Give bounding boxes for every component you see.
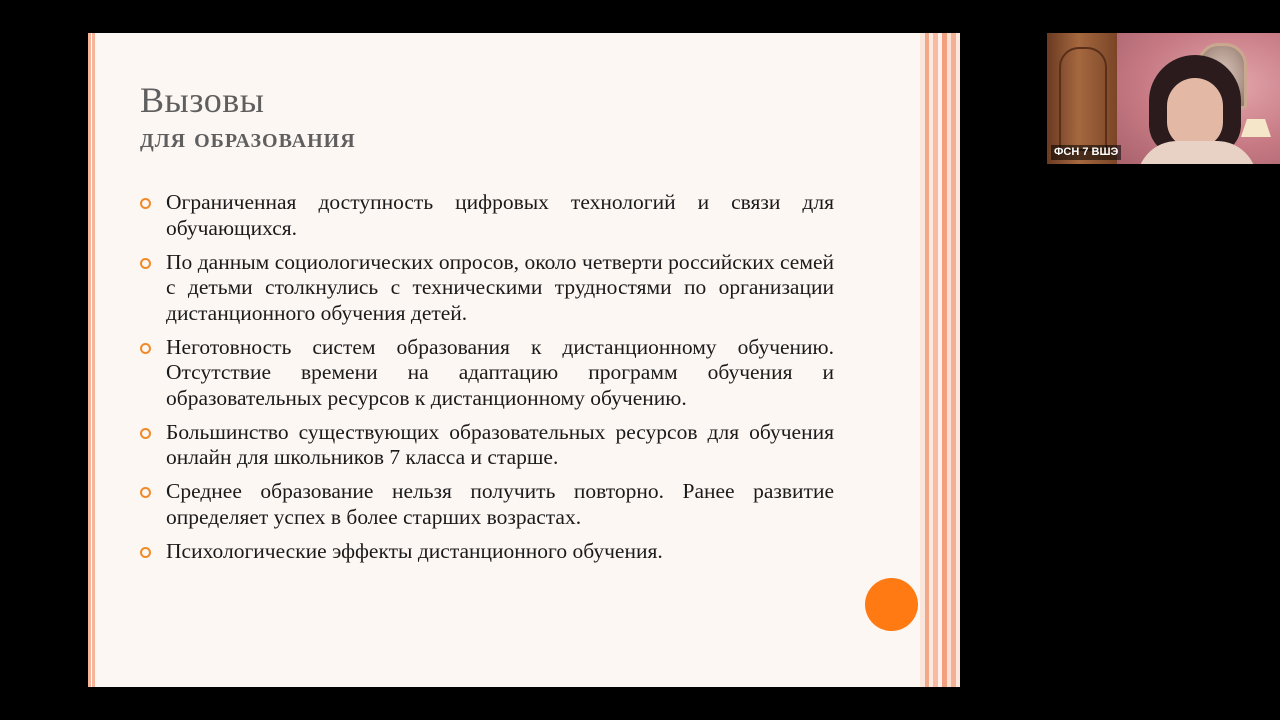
bullet-text: По данным социологических опросов, около четверти российских семей с детьми столкнулись с техническими трудностями по организации дистанционного обучения детей. bbox=[166, 249, 834, 325]
bullet-item bbox=[140, 190, 834, 241]
bullet-text: Неготовность систем образования к дистанционному обучению. Отсутствие времени на адаптацию программ обучения и образовательных ресурсов к дистанционному обучению. bbox=[166, 334, 834, 410]
circle-outline-bullet-icon bbox=[140, 198, 151, 209]
slide-decorative-stripes bbox=[920, 33, 960, 687]
participant-face bbox=[1167, 78, 1223, 148]
slide-bullet-list bbox=[140, 190, 834, 573]
circle-outline-bullet-icon bbox=[140, 487, 151, 498]
bullet-text: Психологические эффекты дистанционного обучения. bbox=[166, 538, 663, 563]
bullet-item bbox=[140, 420, 834, 471]
bullet-item bbox=[140, 539, 834, 565]
bullet-text: Большинство существующих образовательных ресурсов для обучения онлайн для школьников 7 класса и старше. bbox=[166, 419, 834, 469]
slide-left-border bbox=[88, 33, 95, 687]
circle-outline-bullet-icon bbox=[140, 343, 151, 354]
participant-video-thumbnail[interactable] bbox=[1047, 33, 1280, 164]
orange-circle-icon bbox=[865, 578, 918, 631]
slide-title-line1: Вызовы bbox=[140, 80, 265, 120]
bullet-item bbox=[140, 335, 834, 412]
bullet-text: Среднее образование нельзя получить повторно. Ранее развитие определяет успех в более старших возрастах. bbox=[166, 479, 834, 529]
slide-title-line2: для образования bbox=[140, 123, 356, 154]
circle-outline-bullet-icon bbox=[140, 547, 151, 558]
circle-outline-bullet-icon bbox=[140, 428, 151, 439]
slide-title bbox=[140, 81, 356, 161]
bullet-item bbox=[140, 250, 834, 327]
participant-name-label: ФСН 7 ВШЭ bbox=[1051, 145, 1121, 160]
bullet-item bbox=[140, 479, 834, 530]
circle-outline-bullet-icon bbox=[140, 258, 151, 269]
presentation-slide bbox=[88, 33, 960, 687]
bullet-text: Ограниченная доступность цифровых технологий и связи для обучающихся. bbox=[166, 190, 834, 240]
